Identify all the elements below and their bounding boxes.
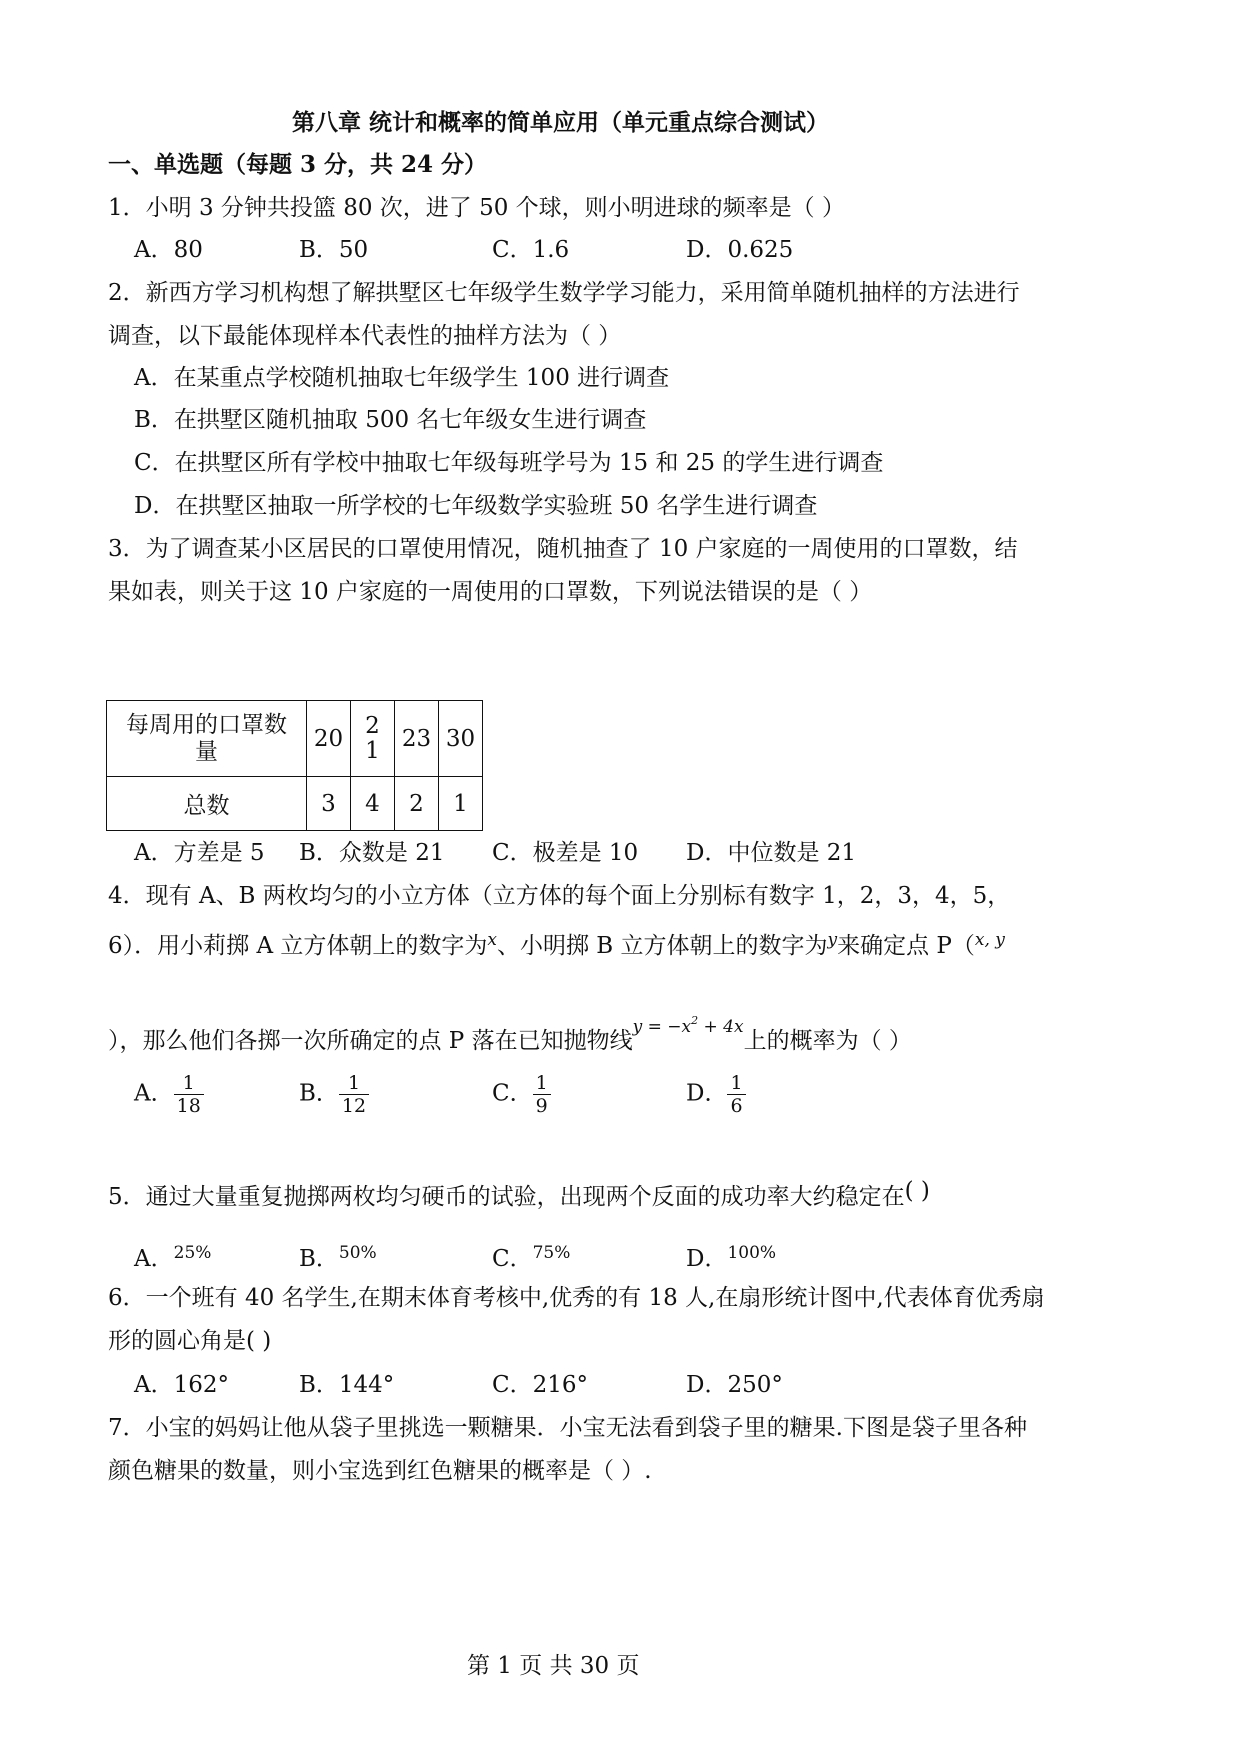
table-cell: 20 — [307, 701, 351, 777]
table-cell: 1 — [439, 777, 483, 831]
table-cell: 23 — [395, 701, 439, 777]
table-cell: 3 — [307, 777, 351, 831]
table-cell-label-cont: 量 — [195, 738, 218, 765]
question-7-line-2: 颜色糖果的数量，则小宝选到红色糖果的概率是（ ）. — [108, 1458, 652, 1484]
denominator: 6 — [730, 1095, 743, 1117]
q6-option-d: D．250° — [686, 1372, 783, 1398]
q2-option-d: D．在拱墅区抽取一所学校的七年级数学实验班 50 名学生进行调查 — [134, 493, 818, 519]
q5-text: 5．通过大量重复抛掷两枚均匀硬币的试验，出现两个反面的成功率大约稳定在 — [108, 1184, 905, 1210]
q1-option-d: D．0.625 — [686, 237, 794, 263]
q4-text: 、小明掷 B 立方体朝上的数字为 — [496, 933, 828, 959]
variable-y: y — [827, 930, 838, 950]
question-7-line-1: 7．小宝的妈妈让他从袋子里挑选一颗糖果．小宝无法看到袋子里的糖果.下图是袋子里各种 — [108, 1415, 1027, 1441]
section-heading: 一、单选题（每题 3 分，共 24 分） — [108, 151, 488, 178]
denominator: 9 — [535, 1095, 548, 1117]
fraction — [174, 1072, 204, 1117]
q5-option-a — [134, 1238, 211, 1274]
formula-part: + 4x — [698, 1017, 744, 1037]
table-cell — [351, 701, 395, 777]
table-cell-part: 1 — [365, 737, 380, 764]
table-row-header-total: 总数 — [107, 777, 307, 831]
option-value: 25% — [173, 1243, 212, 1263]
option-label: A． — [134, 1080, 174, 1107]
question-2-line-2: 调查，以下最能体现样本代表性的抽样方法为（ ） — [108, 323, 622, 349]
numerator: 1 — [339, 1072, 369, 1095]
formula-exponent: 2 — [691, 1014, 699, 1027]
q3-option-c: C．极差是 10 — [492, 840, 639, 866]
q6-option-a: A．162° — [134, 1372, 230, 1398]
parabola-formula — [632, 1014, 744, 1037]
answer-paren: ( ) — [904, 1178, 930, 1204]
q4-option-b — [299, 1072, 369, 1117]
q4-option-d — [686, 1072, 746, 1117]
question-4-line-1: 4．现有 A、B 两枚均匀的小立方体（立方体的每个面上分别标有数字 1，2，3，4，5， — [108, 883, 1011, 909]
option-value: 50% — [338, 1243, 377, 1263]
q1-option-b: B．50 — [299, 237, 369, 263]
page-title: 第八章 统计和概率的简单应用（单元重点综合测试） — [292, 109, 830, 136]
q4-option-a — [134, 1072, 204, 1117]
option-value: 75% — [532, 1243, 571, 1263]
table-cell-label: 每周用的口罩数 — [126, 711, 287, 738]
q4-text: 上的概率为（ ） — [743, 1028, 912, 1054]
q4-text: ），那么他们各掷一次所确定的点 P 落在已知抛物线 — [108, 1028, 633, 1054]
table-row-header-masks — [107, 701, 307, 777]
page-footer: 第 1 页 共 30 页 — [467, 1653, 640, 1679]
option-label: B． — [299, 1246, 339, 1272]
q4-text: 来确定点 P（ — [837, 933, 975, 959]
table-cell: 30 — [439, 701, 483, 777]
numerator: 1 — [727, 1072, 745, 1095]
question-1-stem: 1．小明 3 分钟共投篮 80 次，进了 50 个球，则小明进球的频率是（ ） — [108, 195, 845, 221]
q2-option-b: B．在拱墅区随机抽取 500 名七年级女生进行调查 — [134, 407, 647, 433]
option-value: 100% — [727, 1243, 777, 1263]
q5-option-d — [686, 1238, 776, 1274]
q3-option-d: D．中位数是 21 — [686, 840, 857, 866]
fraction — [339, 1072, 369, 1117]
q2-option-a: A．在某重点学校随机抽取七年级学生 100 进行调查 — [134, 365, 670, 391]
formula-part: y = −x — [632, 1017, 692, 1037]
q5-option-b — [299, 1238, 377, 1274]
numerator: 1 — [174, 1072, 204, 1095]
option-label: D． — [686, 1080, 728, 1107]
fraction — [533, 1072, 551, 1117]
table-cell: 2 — [395, 777, 439, 831]
point-xy: x, y — [974, 930, 1005, 950]
denominator: 18 — [176, 1095, 201, 1117]
mask-usage-table — [106, 700, 483, 831]
question-6-line-2: 形的圆心角是( ) — [108, 1328, 272, 1354]
q4-option-c — [492, 1072, 551, 1117]
q2-option-c: C．在拱墅区所有学校中抽取七年级每班学号为 15 和 25 的学生进行调查 — [134, 450, 884, 476]
q1-option-a: A．80 — [134, 237, 203, 263]
option-label: C． — [492, 1246, 533, 1272]
q1-option-c: C．1.6 — [492, 237, 570, 263]
option-label: D． — [686, 1246, 728, 1272]
question-4-line-2 — [108, 925, 1005, 961]
q6-option-c: C．216° — [492, 1372, 588, 1398]
q3-option-b: B．众数是 21 — [299, 840, 445, 866]
option-label: B． — [299, 1080, 339, 1107]
table-cell-part: 2 — [365, 712, 380, 739]
question-4-line-3 — [108, 1006, 912, 1056]
option-label: C． — [492, 1080, 533, 1107]
question-3-line-1: 3．为了调查某小区居民的口罩使用情况，随机抽查了 10 户家庭的一周使用的口罩数，结 — [108, 536, 1018, 562]
option-label: A． — [134, 1246, 174, 1272]
question-6-line-1: 6．一个班有 40 名学生,在期末体育考核中,优秀的有 18 人,在扇形统计图中,代表体育优秀扇 — [108, 1285, 1045, 1311]
variable-x: x — [487, 930, 497, 950]
table-cell: 4 — [351, 777, 395, 831]
q4-text: 6）．用小莉掷 A 立方体朝上的数字为 — [108, 933, 488, 959]
question-5-stem — [108, 1176, 930, 1212]
question-2-line-1: 2．新西方学习机构想了解拱墅区七年级学生数学学习能力，采用简单随机抽样的方法进行 — [108, 280, 1020, 306]
question-3-line-2: 果如表，则关于这 10 户家庭的一周使用的口罩数，下列说法错误的是（ ） — [108, 579, 873, 605]
q6-option-b: B．144° — [299, 1372, 395, 1398]
fraction — [727, 1072, 745, 1117]
numerator: 1 — [533, 1072, 551, 1095]
denominator: 12 — [341, 1095, 367, 1117]
q3-option-a: A．方差是 5 — [134, 840, 265, 866]
q5-option-c — [492, 1238, 570, 1274]
